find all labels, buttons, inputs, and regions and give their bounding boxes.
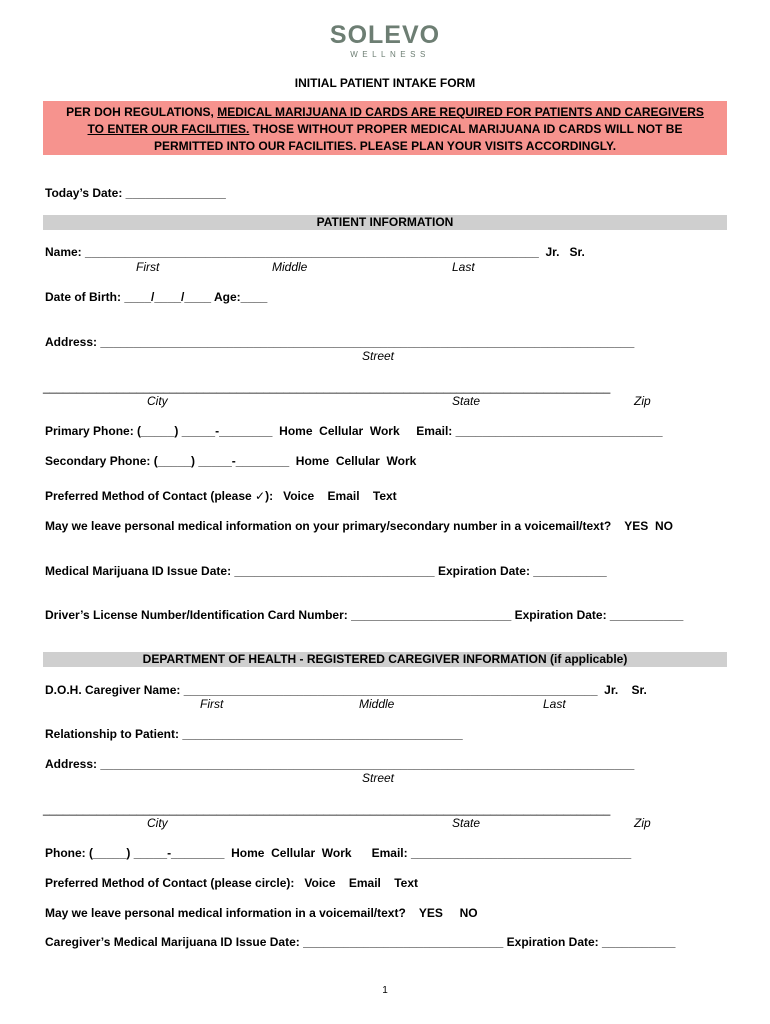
warning-line-2a: TO ENTER OUR FACILITIES.	[87, 122, 250, 136]
patient-section-header: PATIENT INFORMATION	[43, 215, 727, 230]
page-number: 1	[382, 985, 388, 996]
patient-street-label: Street	[362, 349, 395, 363]
caregiver-street-label: Street	[362, 771, 395, 785]
warning-line-3: PERMITTED INTO OUR FACILITIES. PLEASE PLAN YOUR VISITS ACCORDINGLY.	[153, 139, 617, 153]
form-title: INITIAL PATIENT INTAKE FORM	[294, 76, 476, 90]
caregiver-state-label: State	[452, 816, 481, 830]
caregiver-phone-field[interactable]: Phone: (_____) _____-________ Home Cellular Work Email: _________________________________	[45, 846, 632, 860]
patient-name-middle-label: Middle	[272, 260, 308, 274]
patient-dob-field[interactable]: Date of Birth: ____/____/____ Age:____	[45, 290, 268, 304]
warning-line-1a: PER DOH REGULATIONS,	[66, 105, 218, 119]
logo-brand: SOLEVO	[329, 21, 441, 49]
warning-line-1b: MEDICAL MARIJUANA ID CARDS ARE REQUIRED FOR PATIENTS AND CAREGIVERS	[217, 105, 704, 119]
patient-voicemail-consent[interactable]: May we leave personal medical information on your primary/secondary number in a voicemail/text? YES NO	[45, 519, 673, 533]
todays-date-field[interactable]: Today’s Date: _______________	[45, 186, 226, 200]
patient-zip-label: Zip	[634, 394, 651, 408]
warning-line-2b: THOSE WITHOUT PROPER MEDICAL MARIJUANA ID CARDS WILL NOT BE	[249, 122, 683, 136]
caregiver-zip-label: Zip	[634, 816, 651, 830]
logo-subtitle: WELLNESS	[350, 50, 430, 59]
patient-mmj-id-dates[interactable]: Medical Marijuana ID Issue Date: ______________________________ Expiration Date: ___________	[45, 564, 607, 578]
patient-city-label: City	[147, 394, 168, 408]
caregiver-name-field[interactable]: D.O.H. Caregiver Name: ______________________________________________________________ Jr. Sr.	[45, 683, 647, 697]
patient-state-label: State	[452, 394, 481, 408]
patient-name-field[interactable]: Name: ____________________________________________________________________ Jr. Sr.	[45, 245, 585, 259]
patient-name-first-label: First	[136, 260, 160, 274]
caregiver-city-line[interactable]: _____________________________________________________________________________________	[43, 802, 611, 816]
patient-drivers-license[interactable]: Driver’s License Number/Identification Card Number: ________________________ Expiration Date: ___________	[45, 608, 684, 622]
patient-contact-method[interactable]: Preferred Method of Contact (please ✓): Voice Email Text	[45, 489, 397, 503]
caregiver-mmj-id-dates[interactable]: Caregiver’s Medical Marijuana ID Issue Date: ______________________________ Expiration Date: ___________	[45, 935, 676, 949]
patient-secondary-phone-field[interactable]: Secondary Phone: (_____) _____-________ Home Cellular Work	[45, 454, 417, 468]
patient-primary-phone-field[interactable]: Primary Phone: (_____) _____-________ Home Cellular Work Email: _______________________________	[45, 424, 663, 438]
caregiver-city-label: City	[147, 816, 168, 830]
caregiver-address-field[interactable]: Address: ________________________________________________________________________________	[45, 757, 635, 771]
caregiver-contact-method[interactable]: Preferred Method of Contact (please circle): Voice Email Text	[45, 876, 418, 890]
caregiver-name-last-label: Last	[543, 697, 566, 711]
caregiver-section-header: DEPARTMENT OF HEALTH - REGISTERED CAREGIVER INFORMATION (if applicable)	[43, 652, 727, 667]
patient-name-last-label: Last	[452, 260, 475, 274]
caregiver-relationship-field[interactable]: Relationship to Patient: __________________________________________	[45, 727, 463, 741]
caregiver-name-first-label: First	[200, 697, 224, 711]
patient-city-line[interactable]: _____________________________________________________________________________________	[43, 380, 611, 394]
solevo-logo	[0, 22, 770, 59]
doh-warning-banner	[43, 101, 727, 155]
caregiver-voicemail-consent[interactable]: May we leave personal medical information in a voicemail/text? YES NO	[45, 906, 478, 920]
caregiver-name-middle-label: Middle	[359, 697, 395, 711]
patient-address-field[interactable]: Address: ________________________________________________________________________________	[45, 335, 635, 349]
